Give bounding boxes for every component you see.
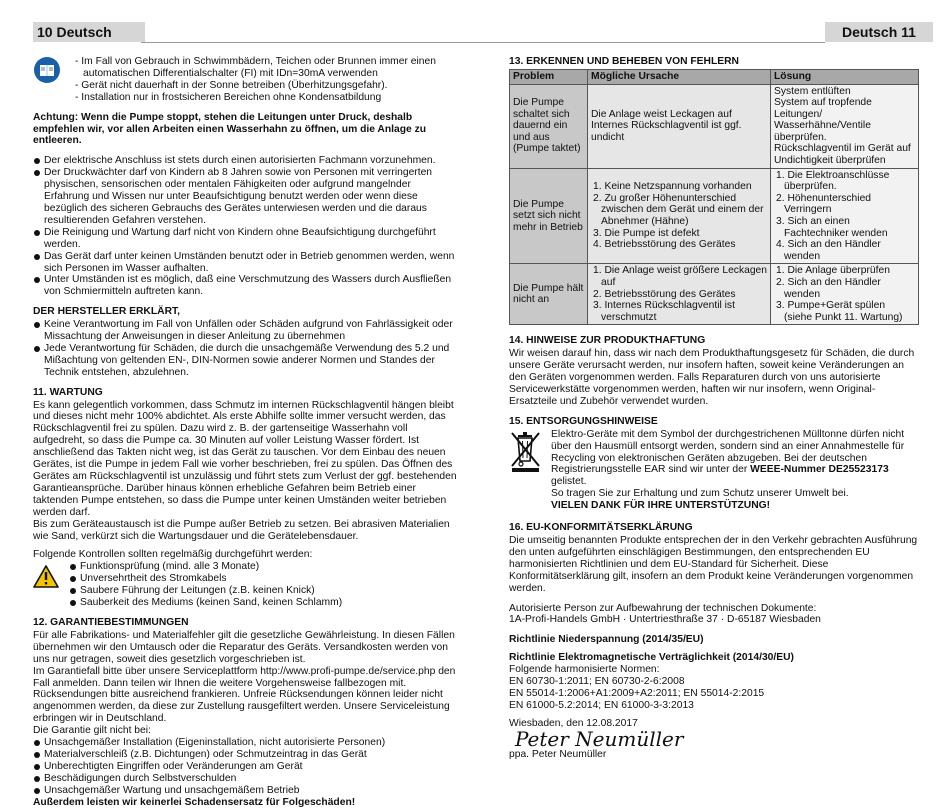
norm-line: EN 55014-1:2006+A1:2009+A2:2011; EN 55014-2:2015 (509, 687, 765, 699)
cause-cell (588, 168, 771, 264)
cause-cell (588, 264, 771, 325)
section-14-text: Wir weisen darauf hin, dass wir nach dem Produkthaftungsgesetz für Schäden, die durch unsere Geräte verursacht werden, nur insofern haften, soweit keine Veränderungen an den Geräten vorgenommen werden. Falls Reparaturen durch von uns autorisierte Servicewerkstätte vorgenommen werden, haften wir nur insofern, wenn Original-Ersatzteile und Zubehör verwendet wurden. (509, 348, 915, 407)
section-15-text-2: So tragen Sie zur Erhaltung und zum Schutz unserer Umwelt bei. (551, 488, 849, 500)
left-column (33, 56, 458, 808)
section-15-heading: 15. ENTSORGUNGSHINWEISE (509, 415, 658, 427)
list-item: Beschädigungen durch Selbstverschulden (33, 773, 458, 785)
problem-cell: Die Pumpe hält nicht an (510, 264, 588, 325)
section-12-text-2: Im Garantiefall bitte über unsere Serviceplattform http://www.profi-pumpe.de/service.php den Fall anmelden. Dann teilen wir Ihnen die weitere Vorgehensweise fallbezogen mit. Rücksendungen bitte ausreichend frankieren. Unfreie Rücksendungen können leider nicht angenommen werden, da diese zur Zustellung rausgefiltert werden. Unsere Serviceleistung erbringen wir in Deutschland. (33, 665, 456, 725)
warranty-exclusions-intro: Die Garantie gilt nicht bei: (33, 725, 151, 737)
table-header-row (510, 69, 919, 84)
solution-line: 1. Die Elektroanschlüsse überprüfen. (776, 169, 890, 193)
table-row (510, 264, 919, 325)
thanks-notice: VIELEN DANK FÜR IHRE UNTERSTÜTZUNG! (551, 500, 771, 512)
norm-line: EN 61000-5.2:2014; EN 61000-3-3:2013 (509, 699, 694, 711)
pressure-warning: Achtung: Wenn die Pumpe stoppt, stehen die Leitungen unter Druck, deshalb empfehlen wir, vor allen Arbeiten einen Wasserhahn zu öffnen, um die Anlage zu entleeren. (33, 111, 427, 147)
list-item: Unsachgemäßer Installation (Eigeninstallation, nicht autorisierte Personen) (33, 737, 458, 749)
list-item: Der elektrische Anschluss ist stets durch einen autorisierten Fachmann vorzunehmen. (33, 155, 458, 167)
norm-line: EN 60730-1:2011; EN 60730-2-6:2008 (509, 676, 685, 688)
low-voltage-directive: Richtlinie Niederspannung (2014/35/EU) (509, 634, 704, 646)
list-item: Unter Umständen ist es möglich, daß eine Verschmutzung des Wassers durch Ausfließen von Schmiermitteln auftreten kann. (33, 274, 458, 298)
weee-number: WEEE-Nummer DE25523173 (750, 464, 889, 476)
section-15-text (551, 429, 919, 489)
list-item: Jede Verantwortung für Schäden, die durch die unsachgemäße Verwendung des 5.2 und Mißachtung von geltenden EN-, DIN-Normen sowie anderer Normen und Standes der Technik entstehen, abzulehnen. (33, 343, 458, 379)
manufacturer-heading: DER HERSTELLER ERKLÄRT, (33, 306, 181, 318)
list-item: Unberechtigten Eingriffen oder Veränderungen am Gerät (33, 761, 458, 773)
list-item: Keine Verantwortung im Fall von Unfällen oder Schäden aufgrund von Fahrlässigkeit oder Missachtung der Anweisungen in dieser Anleitung zu übernehmen (33, 319, 458, 343)
manufacturer-list (33, 319, 458, 379)
list-item: Sauberkeit des Mediums (keinen Sand, keinen Schlamm) (69, 597, 458, 609)
checks-block (33, 561, 458, 609)
checks-intro: Folgende Kontrollen sollten regelmäßig durchgeführt werden: (33, 549, 313, 561)
cause-line: 4. Betriebsstörung des Gerätes (593, 239, 736, 251)
cause-line: 1. Die Anlage weist größere Leckagen auf (593, 265, 768, 288)
crossed-bin-icon (509, 429, 543, 477)
pool-note: - Installation nur in frostsicheren Bereichen ohne Kondensatbildung (75, 91, 382, 103)
solution-line: System entlüften (774, 85, 851, 97)
section-13-heading: 13. ERKENNEN UND BEHEBEN VON FEHLERN (509, 56, 739, 67)
authorized-person: Autorisierte Person zur Aufbewahrung der technischen Dokumente: (509, 602, 817, 614)
solution-line: 2. Höhenunterschied Verringern (776, 192, 872, 216)
column-header: Lösung (771, 69, 919, 84)
disposal-text (551, 429, 919, 512)
pool-notes (69, 56, 458, 104)
section-12-heading: 12. GARANTIEBESTIMMUNGEN (33, 616, 189, 628)
solution-cell (771, 264, 919, 325)
section-15-text-main: Elektro-Geräte mit dem Symbol der durchgestrichenen Mülltonne dürfen nicht über den Hausmüll entsorgt werden, sondern sind an einer Annahmestelle für Recycling von elektronischen Geräten abzugeben. Bei der deutschen Registrierungsstelle EAR sind wir unter der (551, 428, 905, 476)
cause-line: 3. Die Pumpe ist defekt (593, 227, 700, 239)
pool-note: - Gerät nicht dauerhaft in der Sonne betreiben (Überhitzungsgefahr). (75, 79, 388, 91)
list-item: Der Druckwächter darf von Kindern ab 8 Jahren sowie von Personen mit verringerten physischen, sensorischen oder mentalen Fähigkeiten oder aufgrund mangelnder Erfahrung und Wissen nur unter Beaufsichtigung benutzt werden oder wenn diese bezüglich des sicheren Gebrauchs des Gerätes unterwiesen werden und die daraus resultierenden Gefahren verstehen. (33, 167, 458, 227)
troubleshooting-table (509, 69, 919, 325)
page-header-left: 10 Deutsch (33, 22, 145, 42)
table-row (510, 168, 919, 264)
cause-line: 1. Keine Netzspannung vorhanden (593, 181, 752, 193)
list-item: Materialverschleiß (z.B. Dichtungen) oder Schmutzeintrag in das Gerät (33, 749, 458, 761)
place-date: Wiesbaden, den 12.08.2017 (509, 717, 638, 729)
disposal-block (509, 429, 919, 512)
no-damages-notice: Außerdem leisten wir keinerlei Schadensersatz für Folgeschäden! (33, 796, 356, 808)
pool-note: - Im Fall von Gebrauch in Schwimmbädern, Teichen oder Brunnen immer einen automatischen Differentialschalter (FI) mit IDn=30mA verwenden (75, 56, 436, 79)
problem-cell: Die Pumpe setzt sich nicht mehr in Betrieb (510, 168, 588, 264)
solution-cell (771, 84, 919, 168)
norms-intro: Folgende harmonisierte Normen: (509, 664, 660, 676)
pool-notes-block (33, 56, 458, 104)
list-item: Unversehrtheit des Stromkabels (69, 573, 458, 585)
section-11-text-2: Bis zum Geräteaustausch ist die Pumpe außer Betrieb zu setzen. Bei abrasiven Materialien wie Sand, verkürzt sich die Wartungsdauer und die Gerätelebensdauer. (33, 518, 450, 542)
solution-line: System auf tropfende Leitungen/ Wasserhähne/Ventile überprüfen. (774, 97, 872, 143)
warranty-exclusions-list (33, 737, 458, 797)
cause-line: 2. Zu großer Höhenunterschied zwischen dem Gerät und einem der Abnehmer (Hähne) (593, 192, 764, 228)
section-11-text: Es kann gelegentlich vorkommen, dass Schmutz im internen Rückschlagventil hängen bleibt und dieses nicht mehr 100% abdichtet. Als erste Abhilfe sollte immer versucht werden, das Rückschlagventil frei zu spülen. Dazu wird z. B. der gartenseitige Wasserhahn voll aufgedreht, so dass die Pumpe ca. 30 Minuten auf voller Leistung Wasser fördert. Ist anschließend das Takten nicht weg, ist das Gerät zu tauschen. Vor dem Einbau des neuen Gerätes, ist die Pumpe in jedem Fall wie vorher beschrieben, frei zu spülen. Das Öffnen des Gerätes am Rückschlagventil ist unzulässig und führt stets zum Verlust der ggf. bestehenden Garantieansprüche. Darüber hinaus können erhebliche Gefahren beim Betrieb einer taktenden Pumpe entstehen, so dass die Pumpe unter keinen Umständen weiter betrieben werden darf. (33, 399, 457, 518)
section-16-text: Die umseitig benannten Produkte entsprechen der in den Verkehr gebrachten Ausführung den unten aufgeführten einschlägigen Bestimmungen, den entsprechenden EU harmonisierten Richtlinien und dem EU-Standard für Sicherheit. Diese Konformitätserklärung gilt, insofern an dem Produkt keine Veränderungen vorgenommen werden. (509, 534, 918, 594)
section-14-heading: 14. HINWEISE ZUR PRODUKTHAFTUNG (509, 335, 706, 347)
emc-directive: Richtlinie Elektromagnetische Verträglichkeit (2014/30/EU) (509, 652, 794, 664)
manual-info-icon (33, 56, 61, 88)
signature: Peter Neumüller (515, 726, 684, 751)
solution-line: 3. Sich an einen Fachtechniker wenden (776, 216, 888, 239)
right-column (509, 56, 919, 760)
solution-cell (771, 168, 919, 264)
solution-line: 3. Pumpe+Gerät spülen (siehe Punkt 11. Wartung) (776, 300, 903, 323)
list-item: Das Gerät darf unter keinen Umständen benutzt oder in Betrieb genommen werden, wenn sich Personen im Wasser aufhalten. (33, 251, 458, 275)
cause-line: 2. Betriebsstörung des Gerätes (593, 288, 736, 300)
solution-line: 4. Sich an den Händler wenden (776, 239, 881, 262)
column-header: Mögliche Ursache (588, 69, 771, 84)
section-16-heading: 16. EU-KONFORMITÄTSERKLÄRUNG (509, 522, 693, 534)
solution-line: 2. Sich an den Händler wenden (776, 277, 881, 300)
section-12-text: Für alle Fabrikations- und Materialfehler gilt die gesetzliche Gewährleistung. In diesen Fällen übernehmen wir den Umtausch oder die Reparatur des Geräts. Versandkosten werden von uns nur getragen, soweit dies gesetzlich vorgeschrieben ist. (33, 629, 455, 665)
company-address: 1A-Profi-Handels GmbH · Untertriesthraße 37 · D-65187 Wiesbaden (509, 614, 821, 626)
list-item: Saubere Führung der Leitungen (z.B. keinen Knick) (69, 585, 458, 597)
list-item: Funktionsprüfung (mind. alle 3 Monate) (69, 561, 458, 573)
weee-suffix: gelistet. (551, 476, 587, 488)
cause-line: 3. Internes Rückschlagventil ist verschmutzt (593, 300, 735, 323)
cause-cell (588, 84, 771, 168)
column-header: Problem (510, 69, 588, 84)
solution-line: 1. Die Anlage überprüfen (776, 265, 890, 277)
safety-list (33, 155, 458, 298)
table-row (510, 84, 919, 168)
problem-cell: Die Pumpe schaltet sich dauernd ein und aus (Pumpe taktet) (510, 84, 588, 168)
warning-triangle-icon (33, 561, 61, 592)
signatory: ppa. Peter Neumüller (509, 748, 607, 760)
checks-list (69, 561, 458, 609)
header-rule (141, 42, 825, 43)
solution-line: Rückschlagventil im Gerät auf Undichtigkeit überprüfen (774, 143, 911, 167)
page-header-right: Deutsch 11 (825, 22, 933, 42)
list-item: Unsachgemäßer Wartung und unsachgemäßem Betrieb (33, 785, 458, 797)
cause-line: Die Anlage weist Leckagen auf Internes Rückschlagventil ist ggf. undicht (591, 108, 742, 143)
list-item: Die Reinigung und Wartung darf nicht von Kindern ohne Beaufsichtigung durchgeführt werden. (33, 227, 458, 251)
section-11-heading: 11. WARTUNG (33, 386, 103, 398)
